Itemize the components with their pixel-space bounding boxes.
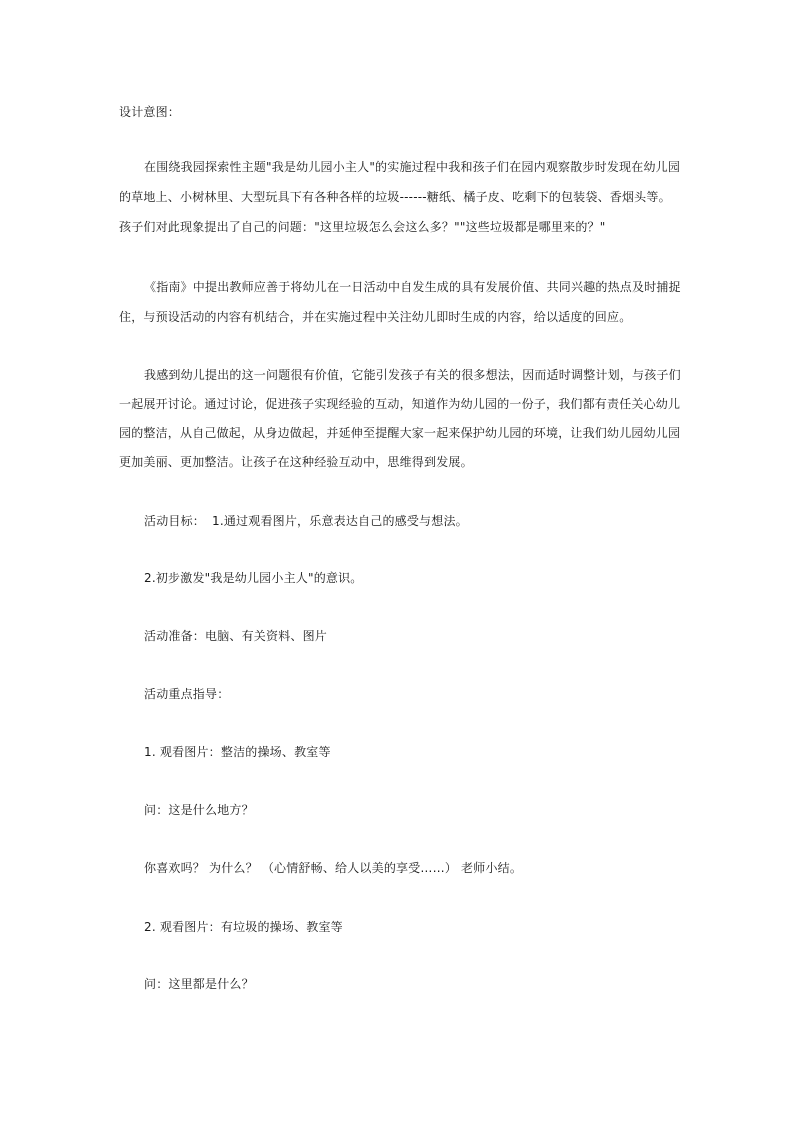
paragraph-line: 孩子们对此现象提出了自己的问题："这里垃圾怎么会这么多？""这些垃圾都是哪里来的？" [119, 220, 606, 234]
activity-guidance-heading: 活动重点指导： [144, 687, 230, 701]
paragraph-line: 住，与预设活动的内容有机结合，并在实施过程中关注幼儿即时生成的内容，给以适度的回应。 [119, 310, 632, 324]
paragraph-line: 更加美丽、更加整洁。让孩子在这种经验互动中，思维得到发展。 [119, 455, 473, 469]
section-heading: 设计意图： [119, 105, 181, 119]
question-2: 你喜欢吗？ 为什么？ （心情舒畅、给人以美的享受……） 老师小结。 [144, 861, 523, 875]
question-1: 问：这是什么地方？ [144, 803, 254, 817]
paragraph-line: 在围绕我园探索性主题"我是幼儿园小主人"的实施过程中我和孩子们在园内观察散步时发现在幼儿园 [144, 160, 681, 174]
paragraph-line: 《指南》中提出教师应善于将幼儿在一日活动中自发生成的具有发展价值、共同兴趣的热点及时捕捉 [144, 280, 681, 294]
goal-label: 活动目标： [144, 514, 206, 528]
paragraph-line: 一起展开讨论。通过讨论，促进孩子实现经验的互动，知道作为幼儿园的一份子，我们都有责任关心幼儿 [119, 397, 681, 411]
goal-item-1: 1.通过观看图片，乐意表达自己的感受与想法。 [212, 514, 468, 528]
paragraph-line: 我感到幼儿提出的这一问题很有价值，它能引发孩子有关的很多想法，因而适时调整计划，与孩子们 [144, 368, 681, 382]
question-3: 问：这里都是什么？ [144, 977, 254, 991]
step-1: 1. 观看图片：整洁的操场、教室等 [144, 745, 331, 759]
step-2: 2. 观看图片：有垃圾的操场、教室等 [144, 920, 343, 934]
goal-item-2: 2.初步激发"我是幼儿园小主人"的意识。 [144, 571, 363, 585]
paragraph-line: 园的整洁，从自己做起，从身边做起，并延伸至提醒大家一起来保护幼儿园的环境，让我们幼儿园幼儿园 [119, 426, 681, 440]
paragraph-line: 的草地上、小树林里、大型玩具下有各种各样的垃圾------糖纸、橘子皮、吃剩下的包装袋、香烟头等。 [119, 190, 671, 204]
activity-preparation: 活动准备：电脑、有关资料、图片 [144, 629, 328, 643]
